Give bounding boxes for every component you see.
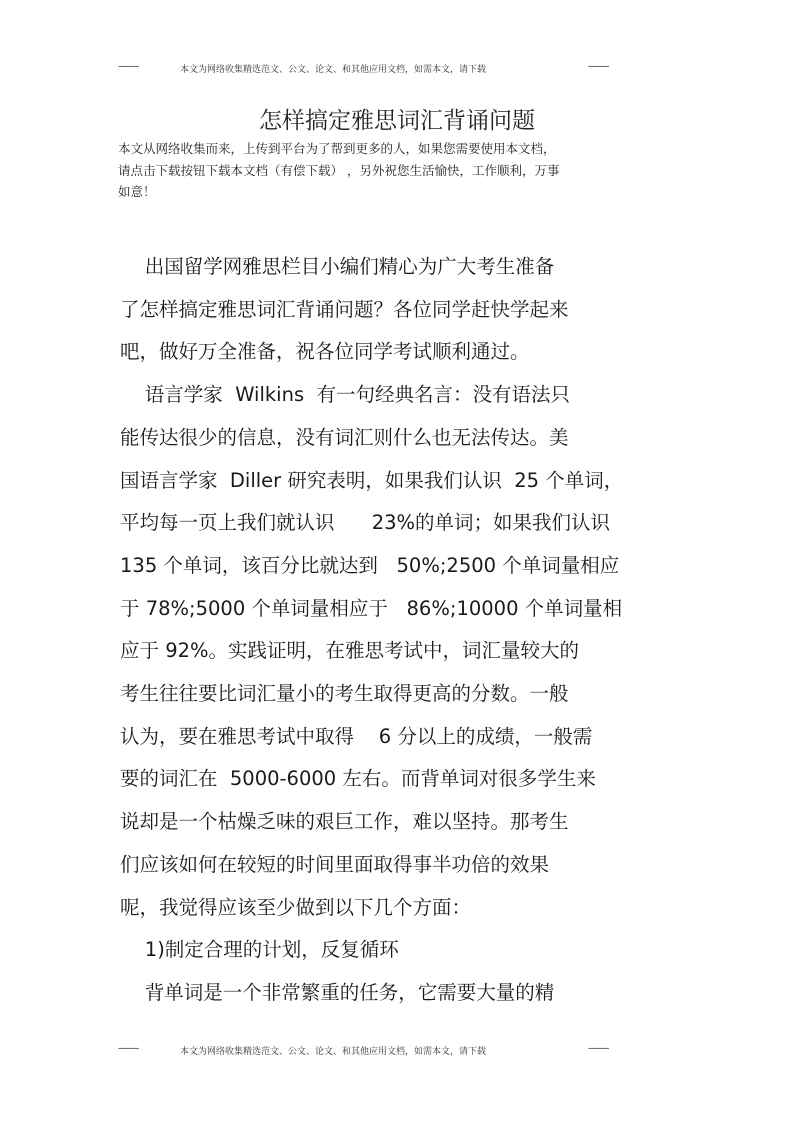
header-dash-left: ---------- <box>118 62 139 72</box>
body-line: 应于 92%。实践证明，在雅思考试中，词汇量较大的 <box>120 639 580 662</box>
footer-dash-left: ---------- <box>118 1044 139 1054</box>
body-line: 平均每一页上我们就认识 23%的单词；如果我们认识 <box>120 511 611 534</box>
page-header <box>118 62 638 76</box>
footer-dash-right: ---------- <box>588 1044 609 1054</box>
page-footer <box>118 1044 638 1058</box>
intro-note-line: 本文从网络收集而来，上传到平台为了帮到更多的人，如果您需要使用本文档， <box>118 141 556 156</box>
header-text: 本文为网络收集精选范文、公文、论文、和其他应用文档，如需本文，请下载 <box>180 65 487 75</box>
body-line: 呢，我觉得应该至少做到以下几个方面： <box>120 896 472 919</box>
body-line: 于 78%;5000 个单词量相应于 86%;10000 个单词量相 <box>120 597 623 620</box>
intro-note-line: 请点击下载按钮下载本文档（有偿下载） ，另外祝您生活愉快，工作顺利，万事 <box>118 163 560 178</box>
body-line: 135 个单词，该百分比就达到 50%;2500 个单词量相应 <box>120 554 620 577</box>
body-line: 考生往往要比词汇量小的考生取得更高的分数。一般 <box>120 682 569 705</box>
header-dash-right: ---------- <box>588 62 609 72</box>
body-line: 们应该如何在较短的时间里面取得事半功倍的效果 <box>120 853 550 876</box>
body-line: 国语言学家 Diller 研究表明，如果我们认识 25 个单词， <box>120 469 624 492</box>
body-line: 吧，做好万全准备，祝各位同学考试顺利通过。 <box>120 340 530 363</box>
footer-text: 本文为网络收集精选范文、公文、论文、和其他应用文档，如需本文，请下载 <box>180 1047 487 1057</box>
body-line: 要的词汇在 5000-6000 左右。而背单词对很多学生来 <box>120 767 596 790</box>
body-line: 了怎样搞定雅思词汇背诵问题？各位同学赶快学起来 <box>120 298 569 321</box>
body-line: 出国留学网雅思栏目小编们精心为广大考生准备 <box>120 255 555 278</box>
body-line: 1)制定合理的计划，反复循环 <box>120 938 399 961</box>
body-line: 说却是一个枯燥乏味的艰巨工作，难以坚持。那考生 <box>120 810 569 833</box>
body-line: 背单词是一个非常繁重的任务，它需要大量的精 <box>120 981 555 1004</box>
document-title: 怎样搞定雅思词汇背诵问题 <box>259 108 535 134</box>
intro-note-line: 如意！ <box>118 184 156 199</box>
body-line: 能传达很少的信息，没有词汇则什么也无法传达。美 <box>120 426 569 449</box>
body-line: 语言学家 Wilkins 有一句经典名言：没有语法只 <box>120 383 571 406</box>
body-line: 认为，要在雅思考试中取得 6 分以上的成绩，一般需 <box>120 725 593 748</box>
